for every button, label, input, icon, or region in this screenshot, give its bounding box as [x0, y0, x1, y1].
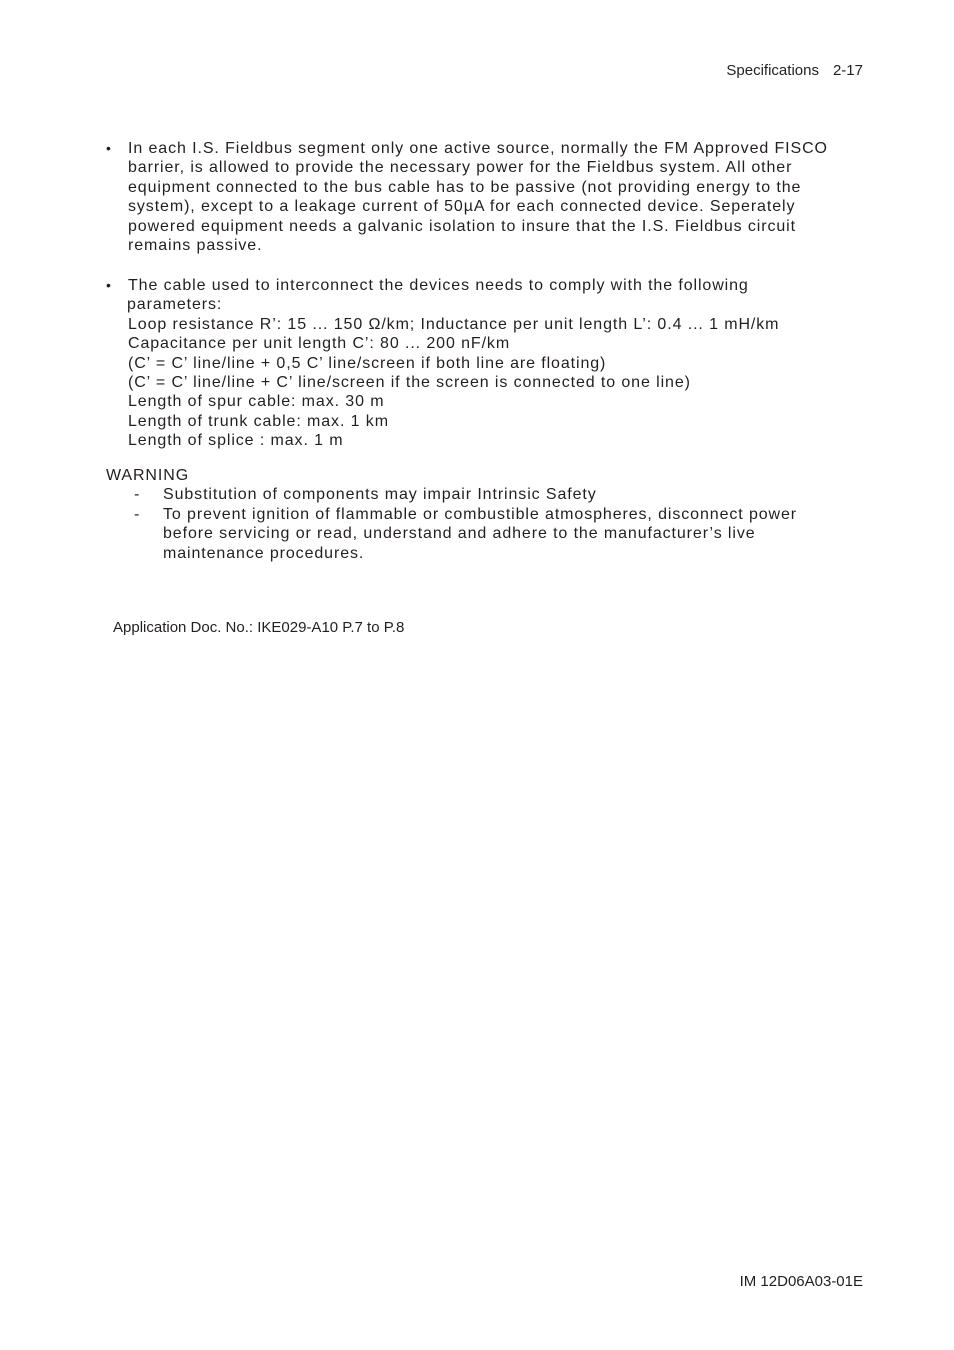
page-header — [726, 62, 863, 79]
bullet-marker: • — [106, 140, 112, 156]
section-title: Specifications — [726, 62, 819, 79]
bullet-cable-parameters — [106, 276, 779, 451]
warning-line: before servicing or read, understand and adhere to the manufacturer’s live — [163, 525, 756, 543]
application-doc-reference: Application Doc. No.: IKE029-A10 P.7 to P.8 — [113, 619, 405, 636]
parameter-splice-length: Length of splice : max. 1 m — [128, 432, 344, 450]
bullet-line: equipment connected to the bus cable has to be passive (not providing energy to the — [128, 178, 802, 196]
bullet-line: remains passive. — [128, 237, 263, 255]
bullet-item — [106, 276, 779, 451]
bullet-line: powered equipment needs a galvanic isolation to insure that the I.S. Fieldbus circuit — [128, 217, 796, 235]
parameter-note-floating: (C’ = C’ line/line + 0,5 C’ line/screen if both line are floating) — [128, 354, 607, 372]
bullet-line: The cable used to interconnect the devices needs to comply with the following — [128, 277, 749, 294]
parameter-trunk-length: Length of trunk cable: max. 1 km — [128, 412, 389, 430]
parameter-capacitance: Capacitance per unit length C’: 80 ... 200 nF/km — [128, 335, 511, 353]
bullet-item — [106, 139, 828, 255]
warning-line: maintenance procedures. — [163, 544, 365, 562]
bullet-marker: • — [106, 277, 112, 293]
bullet-line: parameters: — [127, 296, 223, 314]
warning-title: WARNING — [106, 467, 190, 484]
warning-line: Substitution of components may impair Intrinsic Safety — [163, 486, 597, 504]
bullet-line: In each I.S. Fieldbus segment only one active source, normally the FM Approved FISCO — [128, 140, 828, 157]
warning-item — [106, 485, 797, 504]
warning-list — [106, 485, 797, 563]
warning-item — [106, 505, 797, 563]
warning-line: To prevent ignition of flammable or combustible atmospheres, disconnect power — [163, 505, 798, 523]
page-number: 2-17 — [832, 62, 863, 79]
dash-marker: - — [134, 486, 141, 504]
bullet-line: barrier, is allowed to provide the necessary power for the Fieldbus system. All other — [128, 159, 793, 177]
parameter-loop-resistance: Loop resistance R’: 15 ... 150 Ω/km; Inductance per unit length L’: 0.4 ... 1 mH/km — [128, 315, 780, 333]
warning-section — [106, 466, 797, 563]
parameter-spur-length: Length of spur cable: max. 30 m — [128, 393, 385, 411]
document-number: IM 12D06A03-01E — [739, 1273, 863, 1290]
bullet-line: system), except to a leakage current of 50µA for each connected device. Seperately — [128, 198, 796, 216]
dash-marker: - — [134, 505, 141, 523]
bullet-fieldbus-power — [106, 139, 828, 255]
parameter-note-screen: (C’ = C’ line/line + C’ line/screen if the screen is connected to one line) — [128, 374, 691, 392]
